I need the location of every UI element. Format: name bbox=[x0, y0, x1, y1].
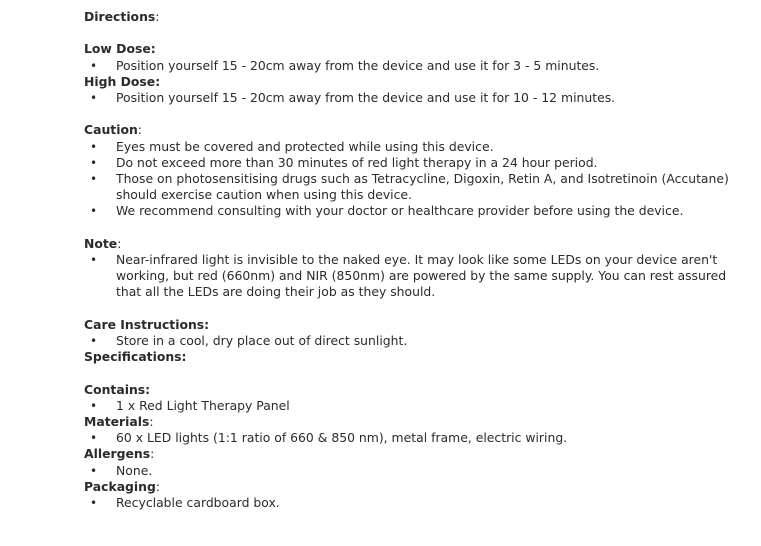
spacer bbox=[84, 106, 744, 122]
allergens-heading bbox=[84, 446, 744, 462]
specifications-heading: Specifications: bbox=[84, 349, 187, 365]
directions-heading-colon: : bbox=[155, 9, 160, 24]
contains-heading: Contains: bbox=[84, 381, 151, 397]
packaging-heading-colon: : bbox=[155, 478, 161, 494]
materials-list bbox=[84, 430, 744, 446]
directions-heading bbox=[84, 9, 744, 25]
list-item: • Position yourself 15 - 20cm away from the device and use it for 3 - 5 minutes. bbox=[84, 58, 744, 74]
list-item: • Those on photosensitising drugs such as Tetracycline, Digoxin, Retin A, and Isotretinoin (Accutane) should exercise caution when using this device. bbox=[84, 171, 744, 203]
caution-heading-text: Caution bbox=[84, 122, 138, 138]
list-item: • We recommend consulting with your doctor or healthcare provider before using the device. bbox=[84, 203, 744, 219]
packaging-heading bbox=[84, 479, 744, 495]
allergens-heading-colon: : bbox=[150, 446, 155, 462]
note-list bbox=[84, 252, 744, 301]
materials-heading bbox=[84, 414, 744, 430]
caution-heading bbox=[84, 122, 744, 138]
list-item: • 1 x Red Light Therapy Panel bbox=[84, 398, 744, 414]
low-dose-list bbox=[84, 58, 744, 74]
product-info-document bbox=[84, 9, 744, 511]
low-dose-heading: Low Dose: bbox=[84, 41, 156, 57]
spacer bbox=[84, 220, 744, 236]
list-item: • Near-infrared light is invisible to the naked eye. It may look like some LEDs on your device aren't working, but red (660nm) and NIR (850nm) are powered by the same supply. You can rest assured that all the LEDs are doing their job as they should. bbox=[84, 252, 744, 301]
list-item: • Store in a cool, dry place out of direct sunlight. bbox=[84, 333, 744, 349]
high-dose-list bbox=[84, 90, 744, 106]
list-item: • Do not exceed more than 30 minutes of red light therapy in a 24 hour period. bbox=[84, 155, 744, 171]
spacer bbox=[84, 365, 744, 381]
packaging-list bbox=[84, 495, 744, 511]
directions-heading-text: Directions bbox=[84, 9, 156, 24]
caution-list bbox=[84, 139, 744, 220]
note-heading bbox=[84, 236, 744, 252]
list-item: • 60 x LED lights (1:1 ratio of 660 & 850 nm), metal frame, electric wiring. bbox=[84, 430, 744, 446]
contains-list bbox=[84, 398, 744, 414]
list-item: • Position yourself 15 - 20cm away from the device and use it for 10 - 12 minutes. bbox=[84, 90, 744, 106]
care-instructions-heading: Care Instructions: bbox=[84, 316, 210, 332]
note-heading-colon: : bbox=[117, 235, 122, 251]
caution-heading-colon: : bbox=[137, 122, 142, 138]
materials-heading-text: Materials bbox=[84, 414, 150, 429]
note-heading-text: Note bbox=[84, 235, 118, 251]
allergens-list bbox=[84, 463, 744, 479]
spacer bbox=[84, 25, 744, 41]
list-item: • None. bbox=[84, 463, 744, 479]
allergens-heading-text: Allergens bbox=[84, 446, 151, 462]
packaging-heading-text: Packaging bbox=[84, 478, 156, 494]
high-dose-heading: High Dose: bbox=[84, 73, 161, 89]
spacer bbox=[84, 301, 744, 317]
list-item: • Recyclable cardboard box. bbox=[84, 495, 744, 511]
care-instructions-list bbox=[84, 333, 744, 349]
materials-heading-colon: : bbox=[149, 414, 154, 429]
list-item: • Eyes must be covered and protected while using this device. bbox=[84, 139, 744, 155]
